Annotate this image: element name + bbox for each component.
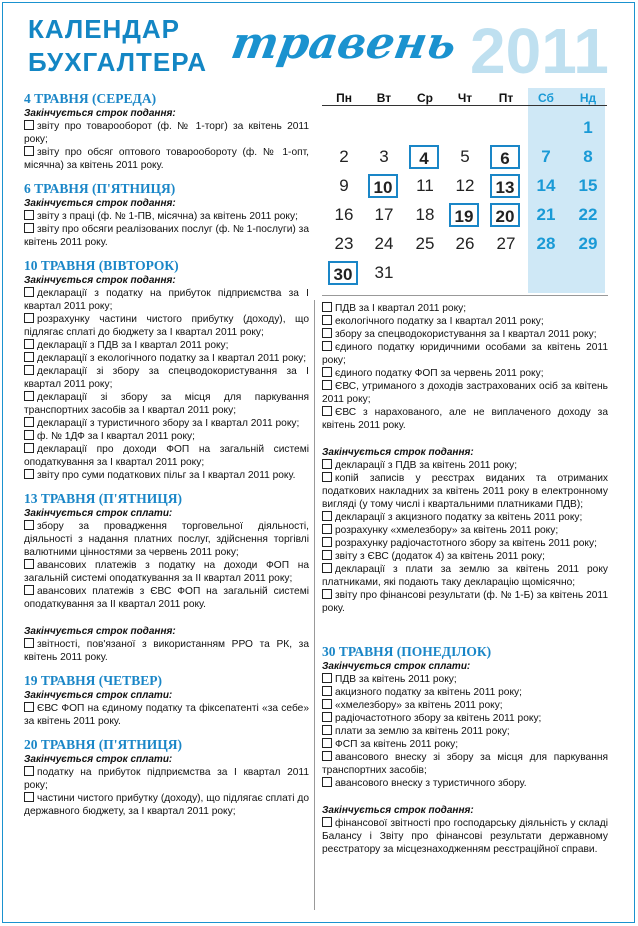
item-text: декларації про доходи ФОП на загальній системі оподаткування за I квартал 2011 року;: [24, 444, 309, 468]
day-cell: 17: [374, 205, 394, 224]
item-text: звіту про обсяги реалізованих послуг (ф. № 1-послуги) за квітень 2011 року.: [24, 224, 309, 248]
checkbox[interactable]: [322, 589, 332, 599]
checkbox[interactable]: [322, 328, 332, 338]
section-heading: 20 ТРАВНЯ (П'ЯТНИЦЯ): [24, 737, 183, 752]
checkbox[interactable]: [322, 738, 332, 748]
section-subheading: Закінчується строк подання:: [24, 198, 176, 209]
year: 2011: [470, 15, 609, 87]
checklist-item: [322, 302, 608, 315]
section-heading: 6 ТРАВНЯ (П'ЯТНИЦЯ): [24, 181, 176, 196]
day-cell: 3: [379, 147, 389, 166]
checkbox[interactable]: [24, 339, 34, 349]
checkbox[interactable]: [24, 352, 34, 362]
day-cell: 16: [334, 205, 354, 224]
checklist-item: [322, 563, 608, 589]
section-heading: 19 ТРАВНЯ (ЧЕТВЕР): [24, 673, 162, 688]
item-text: копій записів у реєстрах виданих та отриманих податкових накладних за квітень 2011 року в електронному вигляді (у тому числі і квартальними платниками ПДВ);: [322, 473, 608, 510]
title-line-1: КАЛЕНДАР: [28, 14, 180, 44]
item-text: податку на прибуток підприємства за I квартал 2011 року;: [24, 767, 309, 791]
checklist-item: [24, 352, 309, 365]
item-text: «хмелезбору» за квітень 2011 року;: [335, 700, 503, 711]
checklist-item: [24, 443, 309, 469]
checklist-item: [24, 702, 309, 728]
checklist-item: [322, 712, 608, 725]
item-text: єдиного податку ФОП за червень 2011 року;: [335, 368, 544, 379]
item-text: розрахунку «хмелезбору» за квітень 2011 року;: [335, 525, 559, 536]
day-cell: 24: [374, 234, 394, 253]
checklist-item: [24, 223, 309, 249]
checkbox[interactable]: [24, 443, 34, 453]
checklist-item: [322, 537, 608, 550]
checkbox[interactable]: [24, 287, 34, 297]
checkbox[interactable]: [322, 406, 332, 416]
day-cell: 11: [416, 176, 434, 195]
checklist-item: [322, 380, 608, 406]
checklist-item: [322, 550, 608, 563]
checklist-item: [322, 472, 608, 511]
item-text: екологічного податку за I квартал 2011 року;: [335, 316, 544, 327]
checklist-item: [322, 589, 608, 615]
item-text: ЄВС з нарахованого, але не виплаченого доходу за квітень 2011 року.: [322, 407, 608, 431]
title-line-2: БУХГАЛТЕРА: [28, 47, 208, 77]
checklist-item: [322, 341, 608, 367]
item-text: декларації з податку на прибуток підприємства за I квартал 2011 року;: [24, 288, 309, 312]
weekday-1: Вт: [376, 91, 392, 105]
checkbox[interactable]: [322, 673, 332, 683]
checklist-item: [24, 766, 309, 792]
day-cell: 12: [455, 176, 475, 195]
checklist-item: [24, 585, 309, 611]
day-cell: 14: [536, 176, 556, 195]
checkbox[interactable]: [24, 585, 34, 595]
item-text: збору за спецводокористування за I квартал 2011 року;: [335, 329, 597, 340]
checkbox[interactable]: [24, 120, 34, 130]
checklist-item: [24, 559, 309, 585]
item-text: ПДВ за I квартал 2011 року;: [335, 303, 467, 314]
item-text: радіочастотного збору за квітень 2011 року;: [335, 713, 542, 724]
checklist-item: [322, 777, 608, 790]
item-text: звіту про суми податкових пільг за I квартал 2011 року.: [37, 470, 296, 481]
item-text: декларації зі збору за місця для паркування транспортних засобів за I квартал 2011 року;: [24, 392, 309, 416]
day-cell: 15: [578, 176, 598, 195]
item-text: єдиного податку юридичними особами за квітень 2011 року;: [322, 342, 608, 366]
section-heading: 10 ТРАВНЯ (ВІВТОРОК): [24, 258, 179, 273]
checkbox[interactable]: [24, 365, 34, 375]
weekday-0: Пн: [336, 91, 352, 105]
checkbox[interactable]: [322, 511, 332, 521]
checklist-item: [24, 120, 309, 146]
checkbox[interactable]: [24, 210, 34, 220]
weekday-3: Чт: [457, 91, 473, 105]
checkbox[interactable]: [24, 638, 34, 648]
checkbox[interactable]: [24, 520, 34, 530]
item-text: фінансової звітності про господарську діяльність у складі Балансу і Звіту про фінансові результати державному реєстратору за місцезнаходженням реєстраційної справи.: [322, 818, 608, 855]
checklist-item: [322, 367, 608, 380]
weekday-5: Сб: [538, 91, 554, 105]
checkbox[interactable]: [24, 702, 34, 712]
checklist-item: [24, 313, 309, 339]
item-text: авансових платежів з ЄВС ФОП на загальній системі оподаткування за II квартал 2011 року.: [24, 586, 309, 610]
item-text: акцизного податку за квітень 2011 року;: [335, 687, 522, 698]
item-text: авансового внеску зі збору за місця для паркування транспортних засобів;: [322, 752, 608, 776]
checkbox[interactable]: [322, 817, 332, 827]
checklist-item: [322, 738, 608, 751]
item-text: звіту з праці (ф. № 1-ПВ, місячна) за квітень 2011 року;: [37, 211, 298, 222]
divider: [322, 295, 608, 296]
checkbox[interactable]: [24, 313, 34, 323]
checkbox[interactable]: [322, 380, 332, 390]
checkbox[interactable]: [24, 430, 34, 440]
checkbox[interactable]: [322, 751, 332, 761]
section-heading: 30 ТРАВНЯ (ПОНЕДІЛОК): [322, 644, 492, 659]
checkbox[interactable]: [322, 459, 332, 469]
item-text: декларації з акцизного податку за квітень 2011 року;: [335, 512, 583, 523]
checklist-item: [24, 638, 309, 664]
checklist-item: [24, 287, 309, 313]
day-cell: 1: [583, 118, 593, 137]
item-text: ф. № 1ДФ за I квартал 2011 року;: [37, 431, 195, 442]
item-text: звіту про товарооборот (ф. № 1-торг) за квітень 2011 року;: [24, 121, 309, 145]
checklist-item: [24, 146, 309, 172]
checkbox[interactable]: [24, 417, 34, 427]
checkbox[interactable]: [24, 146, 34, 156]
section-subheading: Закінчується строк подання:: [322, 805, 474, 816]
item-text: плати за землю за квітень 2011 року;: [335, 726, 510, 737]
section-subheading: Закінчується строк подання:: [322, 447, 474, 458]
checklist-item: [24, 210, 309, 223]
checklist-item: [322, 725, 608, 738]
checkbox[interactable]: [24, 223, 34, 233]
item-text: декларації з туристичного збору за I квартал 2011 року;: [37, 418, 300, 429]
item-text: ПДВ за квітень 2011 року;: [335, 674, 457, 685]
checkbox[interactable]: [24, 766, 34, 776]
checkbox[interactable]: [322, 537, 332, 547]
item-text: декларації з ПДВ за I квартал 2011 року;: [37, 340, 229, 351]
day-cell: 20: [490, 203, 520, 227]
checklist-item: [322, 751, 608, 777]
item-text: звіту про фінансові результати (ф. № 1-Б) за квітень 2011 року.: [322, 590, 608, 614]
checkbox[interactable]: [24, 792, 34, 802]
checkbox[interactable]: [322, 563, 332, 573]
checklist-item: [24, 417, 309, 430]
checklist-item: [322, 328, 608, 341]
checklist-item: [24, 365, 309, 391]
checklist-item: [322, 459, 608, 472]
section-subheading: Закінчується строк сплати:: [24, 754, 173, 765]
item-text: ЄВС, утриманого з доходів застрахованих осіб за квітень 2011 року;: [322, 381, 608, 405]
weekday-2: Ср: [417, 91, 433, 105]
day-cell: 18: [415, 205, 435, 224]
weekday-header: [322, 88, 607, 106]
checkbox[interactable]: [322, 302, 332, 312]
checklist-item: [322, 524, 608, 537]
checklist-item: [24, 792, 309, 818]
day-cell: 6: [490, 145, 520, 169]
weekday-4: Пт: [498, 91, 514, 105]
day-cell: 5: [460, 147, 470, 166]
day-cell: 30: [328, 261, 358, 285]
day-cell: 10: [368, 174, 398, 198]
day-cell: 4: [409, 145, 439, 169]
item-text: звіту з ЄВС (додаток 4) за квітень 2011 року;: [335, 551, 545, 562]
checkbox[interactable]: [24, 559, 34, 569]
day-cell: 31: [374, 263, 394, 282]
day-cell: 2: [339, 147, 349, 166]
checklist-item: [24, 520, 309, 559]
checkbox[interactable]: [322, 315, 332, 325]
day-cell: 25: [415, 234, 435, 253]
section-heading: 13 ТРАВНЯ (П'ЯТНИЦЯ): [24, 491, 183, 506]
checkbox[interactable]: [322, 524, 332, 534]
item-text: декларації з ПДВ за квітень 2011 року;: [335, 460, 518, 471]
section-subheading: Закінчується строк сплати:: [24, 508, 173, 519]
checklist-item: [24, 469, 309, 482]
item-text: декларації з плати за землю за квітень 2011 року платниками, які подають таку декларацію щомісячно;: [322, 564, 608, 588]
item-text: авансового внеску з туристичного збору.: [335, 778, 527, 789]
day-cell: 7: [541, 147, 551, 166]
item-text: декларації зі збору за спецводокористування за I квартал 2011 року;: [24, 366, 309, 390]
checkbox[interactable]: [322, 699, 332, 709]
checkbox[interactable]: [322, 725, 332, 735]
item-text: збору за провадження торговельної діяльності, діяльності з надання платних послуг, здійснення торгівлі валютними цінностями за червень 2011 року;: [24, 521, 309, 558]
weekday-6: Нд: [579, 91, 597, 105]
section-subheading: Закінчується строк сплати:: [322, 661, 471, 672]
item-text: ЄВС ФОП на єдиному податку та фіксепатенті «за себе» за квітень 2011 року.: [24, 703, 309, 727]
day-cell: 19: [449, 203, 479, 227]
left-column: [24, 92, 309, 818]
day-cell: 8: [583, 147, 593, 166]
checkbox[interactable]: [322, 367, 332, 377]
item-text: звітності, пов'язаної з використанням РРО та РК, за квітень 2011 року.: [24, 639, 309, 663]
checklist-item: [24, 339, 309, 352]
item-text: звіту про обсяг оптового товарообороту (ф. № 1-опт, місячна) за квітень 2011 року.: [24, 147, 309, 171]
checklist-item: [322, 673, 608, 686]
item-text: авансових платежів з податку на доходи ФОП на загальній системі оподаткування за II квартал 2011 року;: [24, 560, 309, 584]
section-subheading: Закінчується строк подання:: [24, 626, 176, 637]
checklist-item: [24, 430, 309, 443]
day-cell: 27: [496, 234, 516, 253]
section-subheading: Закінчується строк сплати:: [24, 690, 173, 701]
item-text: частини чистого прибутку (доходу), що підлягає сплаті до державного бюджету, за I квартал 2011 року;: [24, 793, 309, 817]
checkbox[interactable]: [322, 550, 332, 560]
section-heading: 4 ТРАВНЯ (СЕРЕДА): [24, 91, 157, 106]
checklist-item: [322, 686, 608, 699]
day-cell: 29: [578, 234, 598, 253]
day-cell: 9: [339, 176, 349, 195]
checklist-item: [322, 315, 608, 328]
checklist-item: [322, 511, 608, 524]
day-cell: 23: [334, 234, 354, 253]
day-cell: 13: [490, 174, 520, 198]
checkbox[interactable]: [322, 777, 332, 787]
checkbox[interactable]: [24, 391, 34, 401]
item-text: ФСП за квітень 2011 року;: [335, 739, 459, 750]
day-cell: 28: [536, 234, 556, 253]
day-cell: 22: [578, 205, 598, 224]
right-column: [322, 302, 608, 856]
checkbox[interactable]: [322, 341, 332, 351]
checkbox[interactable]: [322, 686, 332, 696]
checklist-item: [322, 406, 608, 432]
checklist-item: [322, 699, 608, 712]
checkbox[interactable]: [322, 472, 332, 482]
checkbox[interactable]: [24, 469, 34, 479]
section-subheading: Закінчується строк подання:: [24, 108, 176, 119]
item-text: декларації з екологічного податку за I квартал 2011 року;: [37, 353, 307, 364]
column-divider: [314, 300, 315, 910]
checklist-item: [24, 391, 309, 417]
item-text: розрахунку частини чистого прибутку (доходу), що підлягає сплаті до бюджету за I квартал 2011 року;: [24, 314, 309, 338]
month-name: травень: [227, 18, 461, 69]
day-cell: 21: [536, 205, 556, 224]
checklist-item: [322, 817, 608, 856]
item-text: розрахунку радіочастотного збору за квітень 2011 року;: [335, 538, 597, 549]
checkbox[interactable]: [322, 712, 332, 722]
day-cell: 26: [455, 234, 475, 253]
section-subheading: Закінчується строк подання:: [24, 275, 176, 286]
